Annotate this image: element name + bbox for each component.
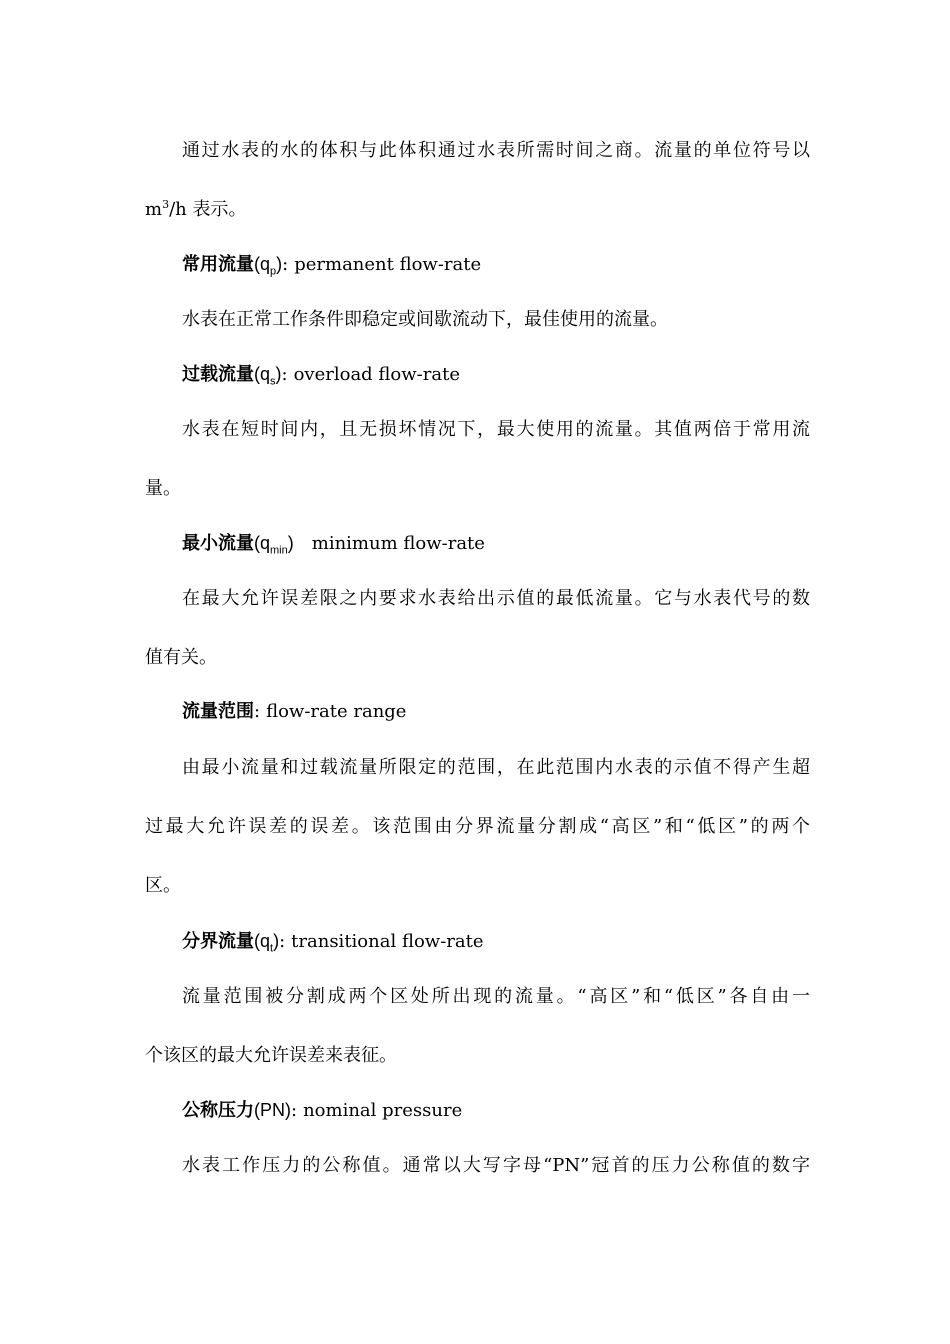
qs-definition-line-2: 量。 <box>145 478 181 499</box>
qs-subscript: s <box>270 375 276 388</box>
pn-english: nominal pressure <box>303 1100 463 1121</box>
qp-definition: 水表在正常工作条件即稳定或间歇流动下，最佳使用的流量。 <box>182 309 668 330</box>
qs-term: 过载流量 <box>182 364 254 385</box>
qs-definition-line-1: 水表在短时间内，且无损坏情况下，最大使用的流量。其值两倍于常用流 <box>182 419 810 440</box>
qt-definition-line-2: 个该区的最大允许误差来表征。 <box>145 1045 397 1066</box>
range-definition-line-3: 区。 <box>145 875 181 896</box>
qmin-symbol: (q <box>254 533 271 553</box>
flow-unit: m <box>145 199 163 220</box>
range-definition-line-1: 由最小流量和过载流量所限定的范围，在此范围内水表的示值不得产生超 <box>182 757 810 778</box>
range-heading <box>182 700 810 724</box>
range-separator: : <box>254 701 261 722</box>
qt-heading <box>182 929 810 954</box>
qmin-english: minimum flow-rate <box>311 533 485 554</box>
qp-symbol: (q <box>254 254 271 274</box>
qmin-heading <box>182 531 810 556</box>
pn-definition-line-1: 水表工作压力的公称值。通常以大写字母“PN”冠首的压力公称值的数字 <box>182 1155 810 1176</box>
qp-subscript: p <box>270 265 277 278</box>
qs-english: overload flow-rate <box>293 364 460 385</box>
qmin-subscript: min <box>270 544 288 557</box>
qs-heading <box>182 362 810 387</box>
flow-unit-rest: /h 表示。 <box>169 199 247 220</box>
range-english: flow-rate range <box>266 701 407 722</box>
qt-separator: : <box>279 931 286 952</box>
qmin-symbol-close: ) <box>287 533 294 553</box>
qmin-term: 最小流量 <box>182 533 254 554</box>
pn-separator: : <box>291 1100 298 1121</box>
qp-english: permanent flow-rate <box>294 254 482 275</box>
qs-separator: : <box>281 364 288 385</box>
qmin-definition-line-2: 值有关。 <box>145 647 217 668</box>
qt-term: 分界流量 <box>182 931 254 952</box>
flow-unit-exponent: 3 <box>162 198 170 211</box>
qt-subscript: t <box>270 942 274 955</box>
flow-definition-line-1: 通过水表的水的体积与此体积通过水表所需时间之商。流量的单位符号以 <box>182 140 810 161</box>
qt-definition-line-1: 流量范围被分割成两个区处所出现的流量。“高区”和“低区”各自由一 <box>182 986 810 1007</box>
qp-separator: : <box>282 254 289 275</box>
flow-definition-line-2 <box>145 198 810 222</box>
qp-symbol-close: ) <box>276 254 283 274</box>
qmin-definition-line-1: 在最大允许误差限之内要求水表给出示值的最低流量。它与水表代号的数 <box>182 588 810 609</box>
qt-symbol-close: ) <box>273 931 280 951</box>
pn-symbol: (PN) <box>254 1100 291 1120</box>
range-term: 流量范围 <box>182 701 254 722</box>
range-definition-line-2: 过最大允许误差的误差。该范围由分界流量分割成“高区”和“低区”的两个 <box>145 816 810 837</box>
qp-term: 常用流量 <box>182 254 254 275</box>
qt-english: transitional flow-rate <box>291 931 484 952</box>
pn-heading <box>182 1098 810 1123</box>
qp-heading <box>182 252 810 277</box>
pn-term: 公称压力 <box>182 1100 254 1121</box>
qs-symbol-close: ) <box>275 364 282 384</box>
qt-symbol: (q <box>254 931 271 951</box>
qs-symbol: (q <box>254 364 271 384</box>
